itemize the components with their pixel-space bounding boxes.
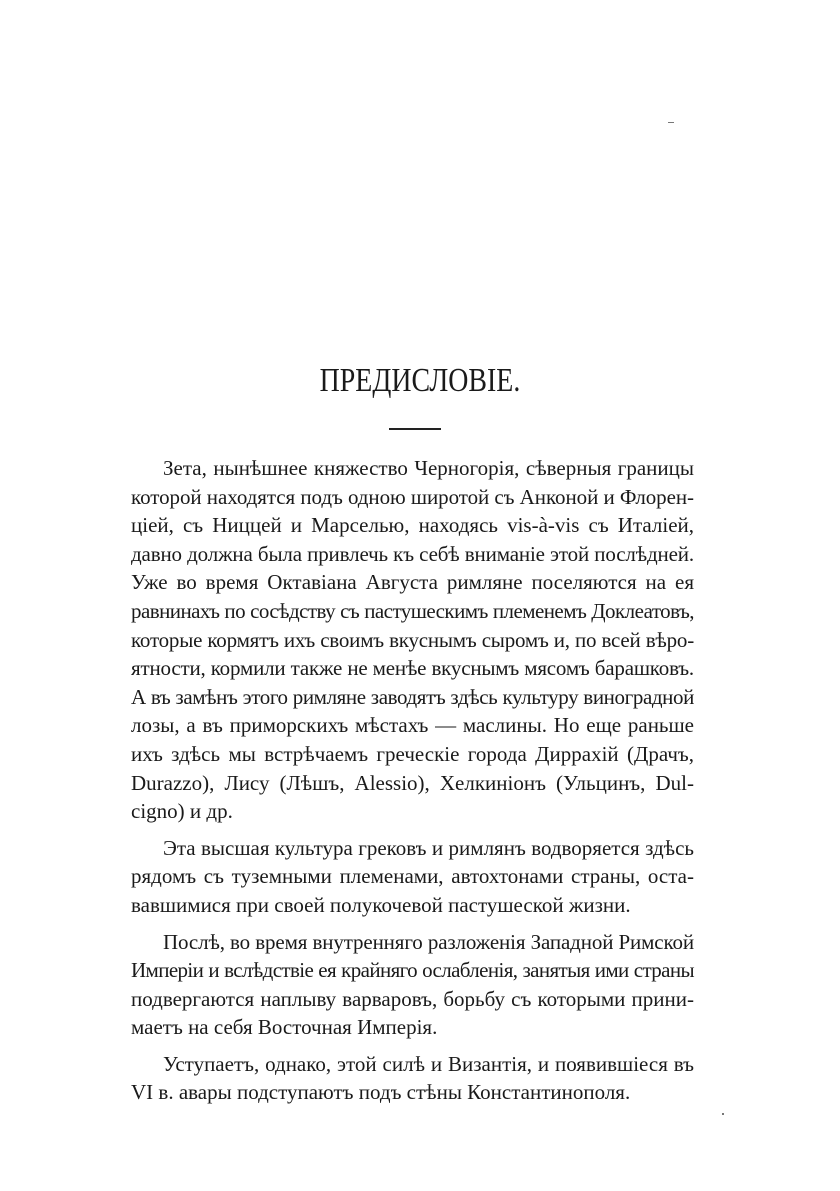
text-line: маетъ на себя Восточная Имперія.: [131, 1015, 438, 1040]
text-line: Зета, нынѣшнее княжество Черногорія, сѣверныя границы: [163, 456, 694, 480]
text-line: Durazzo), Лису (Лѣшъ, Alessio), Хелкиніонъ (Ульцинъ, Dul-: [131, 770, 694, 795]
chapter-title: ПРЕДИСЛОВІЕ.: [319, 362, 521, 399]
body-text: [131, 454, 694, 1115]
text-line: Послѣ, во время внутренняго разложенія Западной Римской: [163, 929, 694, 954]
text-line: рядомъ съ туземными племенами, автохтонами страны, оста-: [131, 864, 694, 889]
text-line: равнинахъ по сосѣдству съ пастушескимъ племенемъ Доклеатовъ,: [131, 598, 694, 623]
text-line: которой находятся подъ одною широтой съ Анконой и Флорен-: [131, 484, 694, 509]
text-line: Имперіи и вслѣдствіе ея крайняго ослабленія, занятыя ими страны: [131, 958, 694, 983]
text-line: давно должна была привлечь къ себѣ вниманіе этой послѣдней.: [131, 541, 694, 566]
text-line: Уже во время Октавіана Августа римляне поселяются на ея: [131, 570, 694, 595]
page-speck: [722, 1113, 724, 1115]
text-line: Уступаетъ, однако, этой силѣ и Византія, и появившіеся въ: [163, 1051, 694, 1076]
text-line: VI в. авары подступаютъ подъ стѣны Константинополя.: [131, 1080, 631, 1105]
text-line: лозы, а въ приморскихъ мѣстахъ — маслины. Но еще раньше: [131, 713, 694, 738]
text-line: ціей, съ Ниццей и Марселью, находясь vis-à-vis съ Италіей,: [131, 513, 694, 538]
text-line: А въ замѣнъ этого римляне заводятъ здѣсь культуру виноградной: [131, 684, 694, 709]
page-speck: [668, 122, 674, 123]
text-line: ихъ здѣсь мы встрѣчаемъ греческіе города Диррахій (Драчъ,: [131, 741, 694, 766]
paragraph-2: [131, 834, 694, 920]
text-line: ятности, кормили также не менѣе вкуснымъ мясомъ барашковъ.: [131, 656, 694, 681]
title-rule: [389, 428, 441, 430]
text-line: подвергаются наплыву варваровъ, борьбу съ которыми прини-: [131, 986, 694, 1011]
text-line: вавшимися при своей полукочевой пастушеской жизни.: [131, 892, 631, 917]
text-line: Эта высшая культура грековъ и римлянъ водворяется здѣсь: [163, 835, 694, 860]
paragraph-3: [131, 928, 694, 1042]
text-line: которые кормятъ ихъ своимъ вкуснымъ сыромъ и, по всей вѣро-: [131, 627, 694, 652]
paragraph-1: [131, 454, 694, 826]
text-line: cigno) и др.: [131, 799, 233, 824]
paragraph-4: [131, 1050, 694, 1107]
